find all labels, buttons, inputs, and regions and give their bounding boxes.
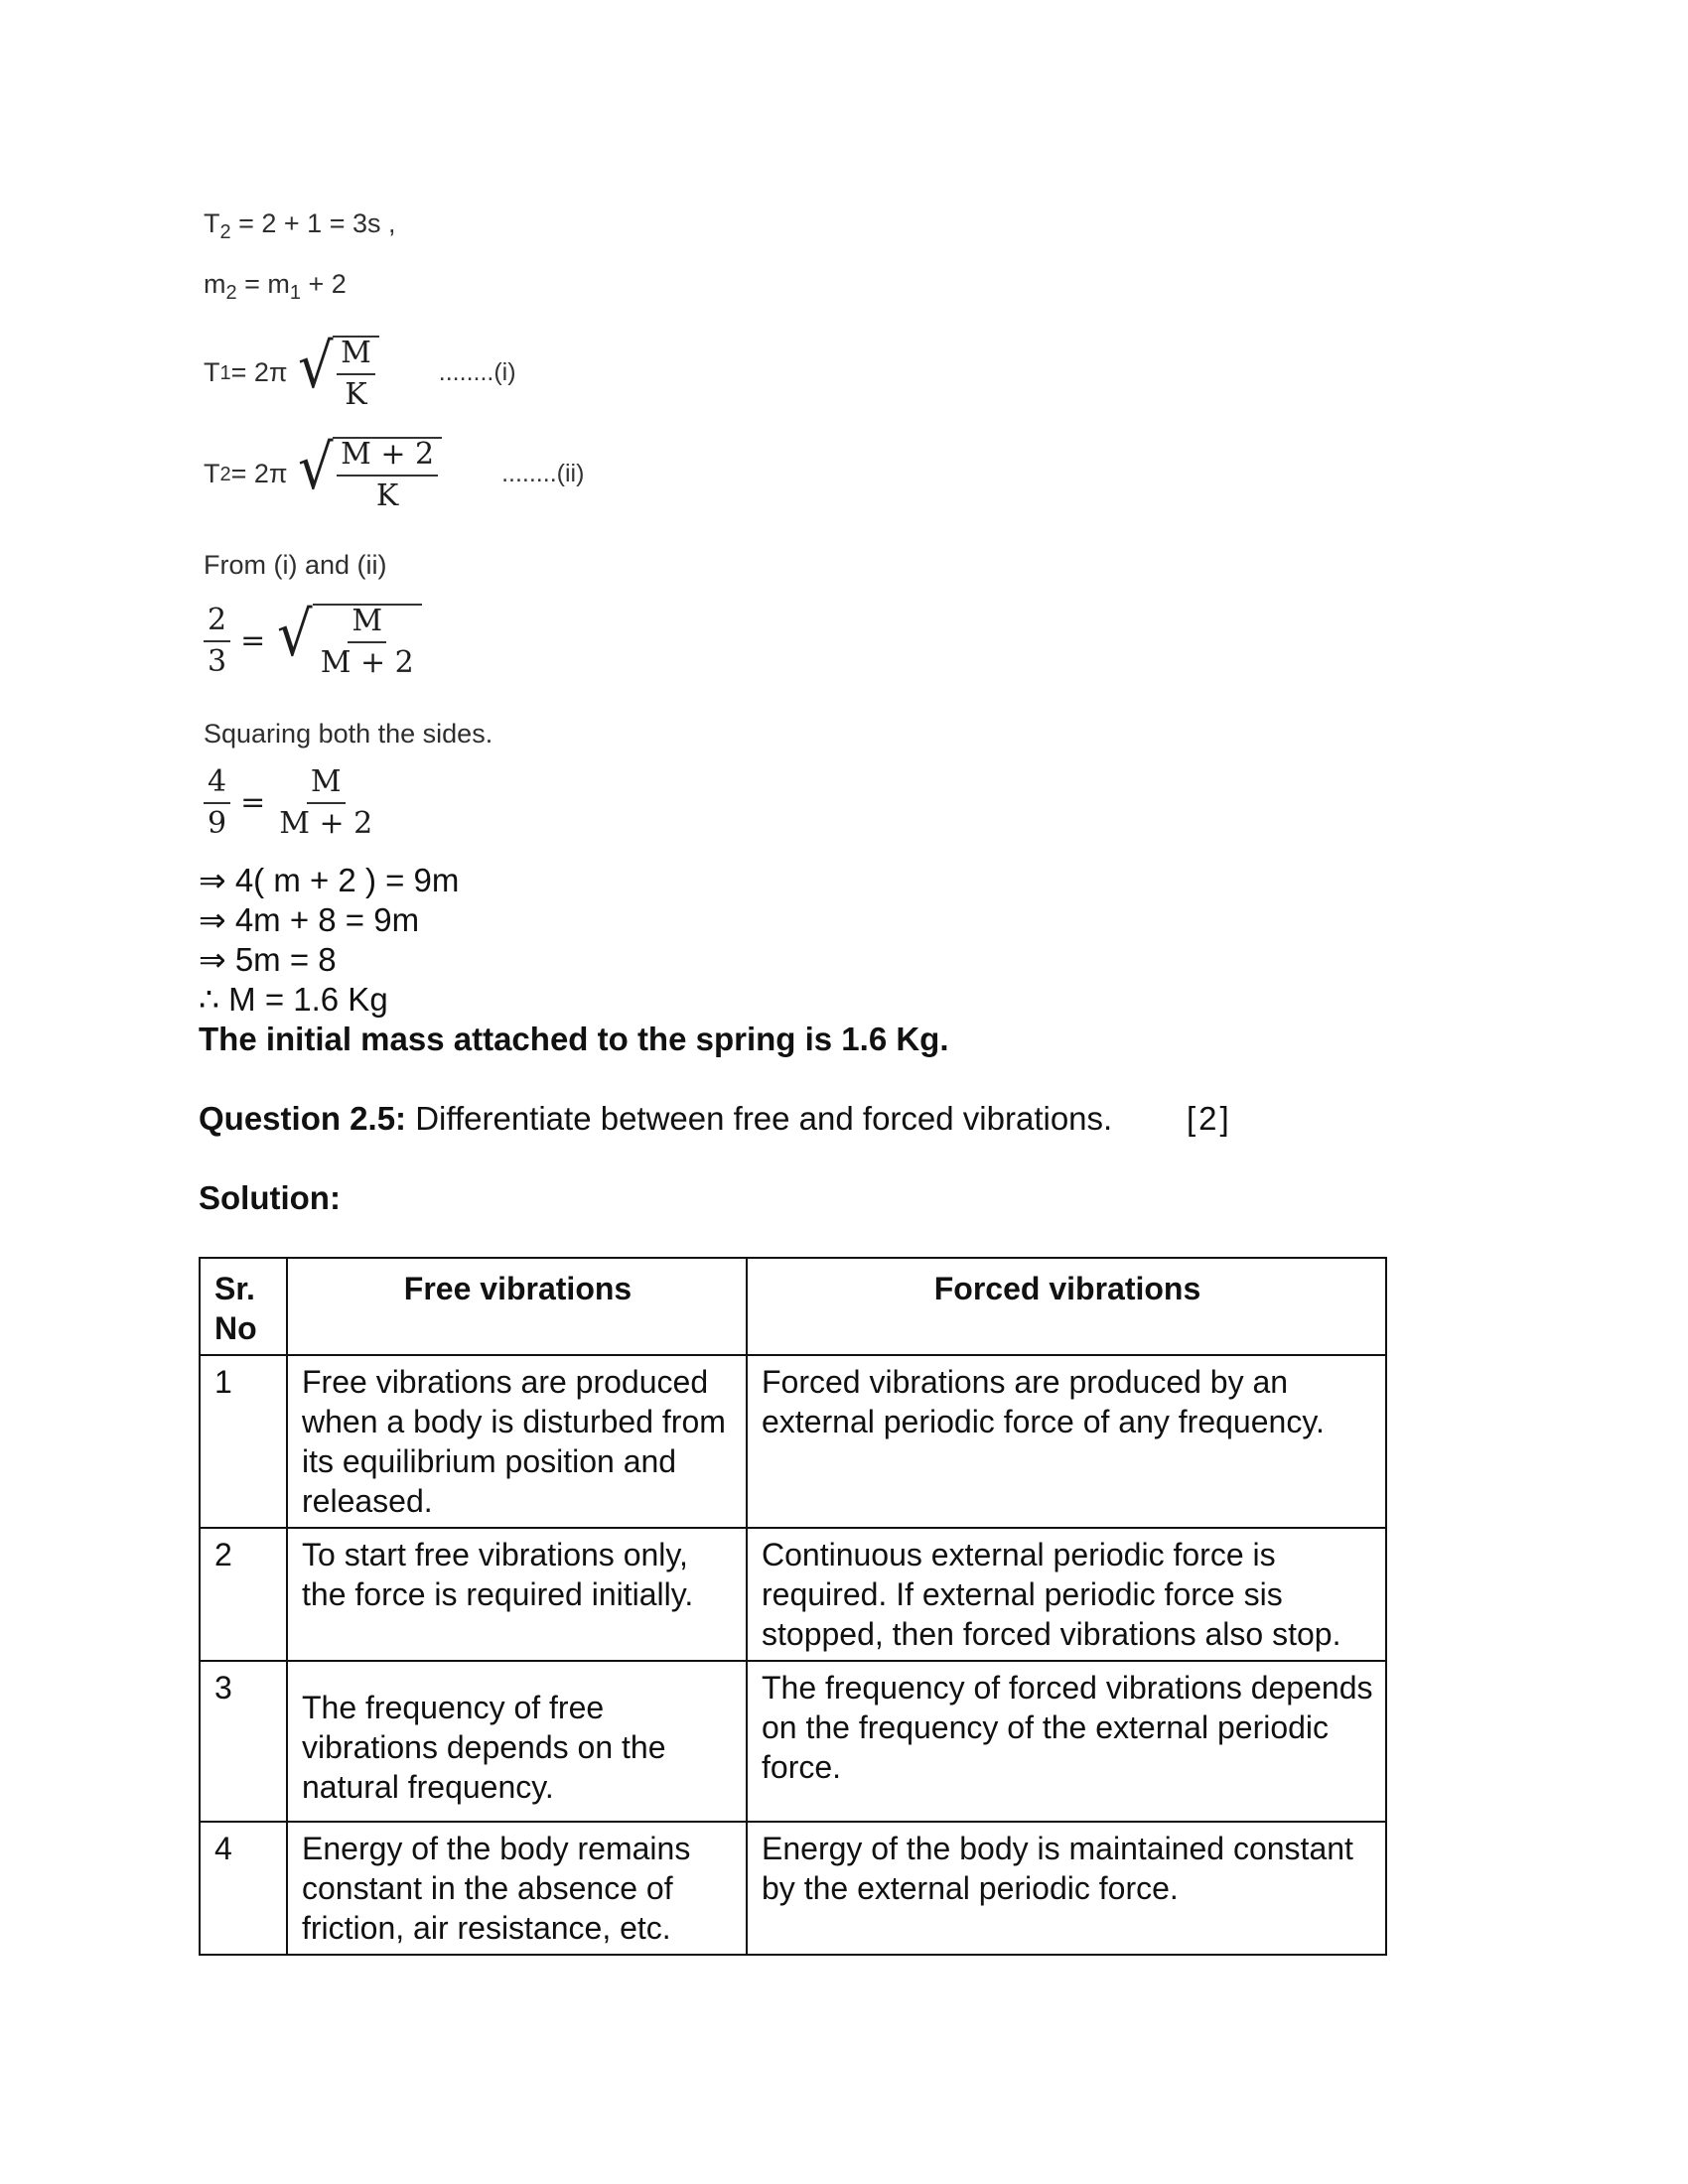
table-header-row: [200, 1258, 1386, 1355]
comparison-table: [199, 1257, 1387, 1956]
question-marks: [2]: [1187, 1100, 1232, 1137]
header-sr-no: Sr. No: [200, 1258, 287, 1355]
equation-t2: T 2 = 2π √ $\frac{M + 2}{K}$ ........(ii): [204, 431, 585, 513]
conclusion: The initial mass attached to the spring is 1.6 Kg.: [199, 1021, 949, 1057]
equation-ratio-squared: $\frac{4}{9}$ = $\frac{M}{M + 2}$: [204, 766, 376, 839]
question-text: Differentiate between free and forced vibrations.: [406, 1100, 1113, 1137]
equation-t1: T 1 = 2π √ $\frac{M}{K}$ ........(i): [204, 330, 516, 412]
table-row: [200, 1822, 1386, 1955]
equation-tag-i: ........(i): [438, 358, 516, 386]
squaring-text: Squaring both the sides.: [204, 719, 493, 749]
equation-ratio-root: $\frac{2}{3}$ = √ $\frac{M}{M + 2}$: [204, 604, 422, 678]
table-row: [200, 1661, 1386, 1822]
from-text: From (i) and (ii): [204, 550, 387, 580]
cell-free: Energy of the body remains constant in the absence of friction, air resistance, etc.: [287, 1822, 747, 1955]
math-line-mass-relation: $m_2 = m_1 + 2$: [204, 269, 347, 304]
question-line: [199, 1102, 1112, 1135]
math-line-t2-value: $T_2 = 2 + 1 = 3s$ ,: [204, 208, 396, 243]
step-line: ⇒ 4( m + 2 ) = 9m: [199, 862, 460, 898]
cell-sr-no: 1: [200, 1355, 287, 1528]
cell-forced: Forced vibrations are produced by an external periodic force of any frequency.: [747, 1355, 1386, 1528]
step-line: ⇒ 4m + 8 = 9m: [199, 901, 420, 938]
cell-free: The frequency of free vibrations depends on the natural frequency.: [287, 1661, 747, 1822]
cell-free: Free vibrations are produced when a body is disturbed from its equilibrium position and released.: [287, 1355, 747, 1528]
step-line: ∴ M = 1.6 Kg: [199, 981, 388, 1018]
table-row: [200, 1355, 1386, 1528]
solution-label: Solution:: [199, 1179, 341, 1216]
cell-sr-no: 4: [200, 1822, 287, 1955]
table-row: [200, 1528, 1386, 1661]
equation-tag-ii: ........(ii): [501, 460, 585, 487]
sqrt-symbol: √ $\frac{M}{K}$: [296, 336, 379, 410]
cell-forced: The frequency of forced vibrations depends on the frequency of the external periodic force.: [747, 1661, 1386, 1822]
cell-free: To start free vibrations only, the force is required initially.: [287, 1528, 747, 1661]
header-free-vibrations: Free vibrations: [287, 1258, 747, 1355]
question-label: Question 2.5:: [199, 1100, 407, 1137]
cell-forced: Continuous external periodic force is required. If external periodic force sis stopped, then forced vibrations also stop.: [747, 1528, 1386, 1661]
cell-sr-no: 2: [200, 1528, 287, 1661]
sqrt-symbol: √ $\frac{M + 2}{K}$: [296, 437, 443, 511]
sqrt-symbol: √ $\frac{M}{M + 2}$: [275, 604, 422, 678]
step-line: ⇒ 5m = 8: [199, 941, 337, 978]
header-forced-vibrations: Forced vibrations: [747, 1258, 1386, 1355]
cell-sr-no: 3: [200, 1661, 287, 1822]
cell-forced: Energy of the body is maintained constant by the external periodic force.: [747, 1822, 1386, 1955]
